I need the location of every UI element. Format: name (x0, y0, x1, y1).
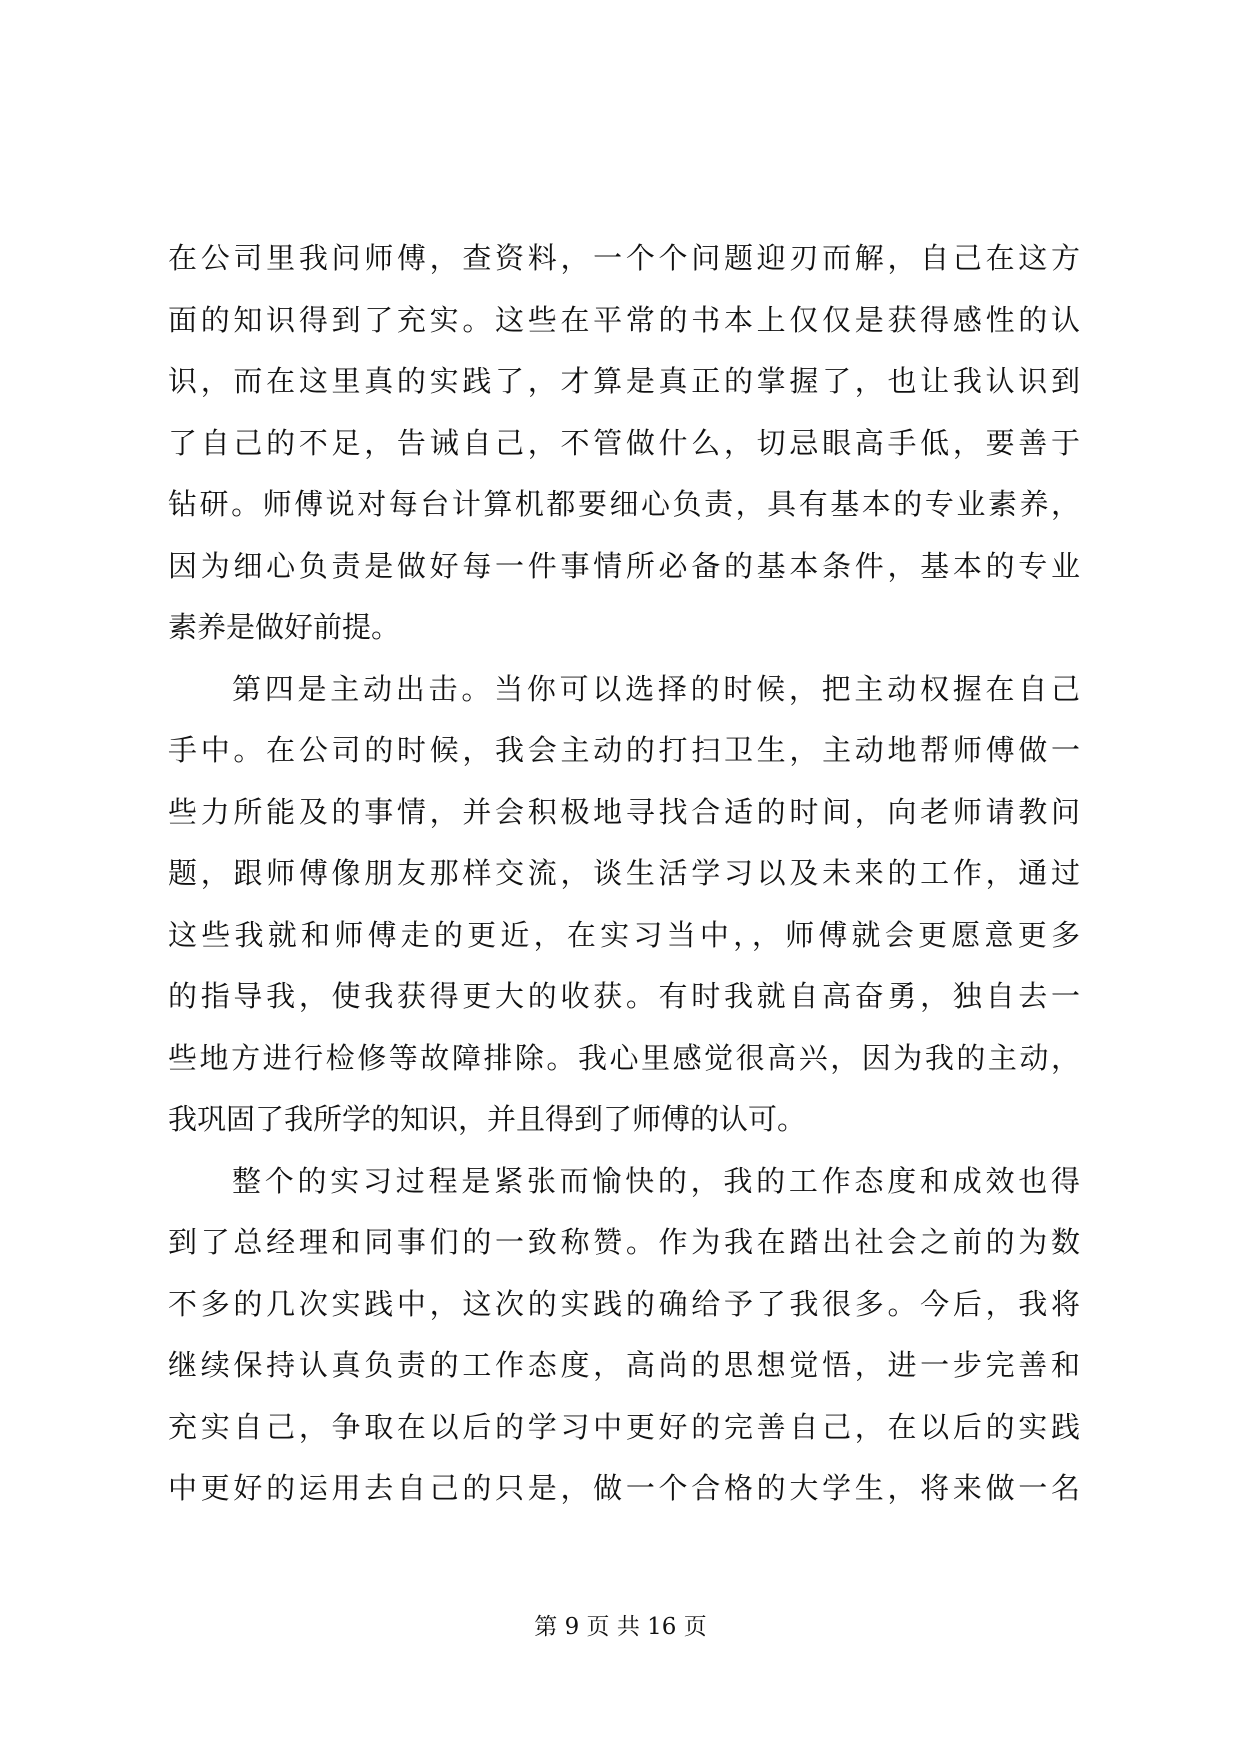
paragraph-2-line: 题，跟师傅像朋友那样交流，谈生活学习以及未来的工作，通过 (168, 856, 1080, 890)
body-text (168, 228, 1080, 1520)
paragraph-2-line: 这些我就和师傅走的更近，在实习当中，，师傅就会更愿意更多 (168, 917, 1080, 952)
paragraph-1-line: 因为细心负责是做好每一件事情所必备的基本条件，基本的专业 (168, 548, 1080, 583)
paragraph-1-line: 钻研。师傅说对每台计算机都要细心负责，具有基本的专业素养， (168, 487, 1080, 521)
paragraph-1-line: 在公司里我问师傅，查资料，一个个问题迎刃而解，自己在这方 (168, 241, 1080, 275)
paragraph-3-line: 继续保持认真负责的工作态度，高尚的思想觉悟，进一步完善和 (168, 1348, 1080, 1382)
paragraph-3-line: 到了总经理和同事们的一致称赞。作为我在踏出社会之前的为数 (168, 1225, 1080, 1259)
paragraph-3-line: 充实自己，争取在以后的学习中更好的完善自己，在以后的实践 (168, 1409, 1080, 1444)
paragraph-3-line: 中更好的运用去自己的只是，做一个合格的大学生，将来做一名 (168, 1471, 1080, 1505)
page-footer: 第 9 页 共 16 页 (534, 1614, 707, 1640)
paragraph-2-line: 些地方进行检修等故障排除。我心里感觉很高兴，因为我的主动， (168, 1040, 1080, 1075)
paragraph-1-line: 面的知识得到了充实。这些在平常的书本上仅仅是获得感性的认 (168, 302, 1080, 337)
paragraph-2-line: 第四是主动出击。当你可以选择的时候，把主动权握在自己 (232, 671, 1080, 706)
paragraph-2-line: 手中。在公司的时候，我会主动的打扫卫生，主动地帮师傅做一 (168, 733, 1080, 767)
paragraph-3-line: 不多的几次实践中，这次的实践的确给予了我很多。今后，我将 (168, 1286, 1080, 1321)
paragraph-2-line: 我巩固了我所学的知识，并且得到了师傅的认可。 (168, 1102, 807, 1136)
paragraph-2-line: 的指导我，使我获得更大的收获。有时我就自高奋勇，独自去一 (168, 979, 1080, 1013)
paragraph-1-line: 识，而在这里真的实践了，才算是真正的掌握了，也让我认识到 (168, 364, 1080, 398)
paragraph-1-line: 素养是做好前提。 (168, 610, 401, 644)
paragraph-1-line: 了自己的不足，告诫自己，不管做什么，切忌眼高手低，要善于 (168, 425, 1080, 460)
paragraph-3-line: 整个的实习过程是紧张而愉快的，我的工作态度和成效也得 (232, 1163, 1080, 1198)
paragraph-2-line: 些力所能及的事情，并会积极地寻找合适的时间，向老师请教问 (168, 794, 1080, 829)
